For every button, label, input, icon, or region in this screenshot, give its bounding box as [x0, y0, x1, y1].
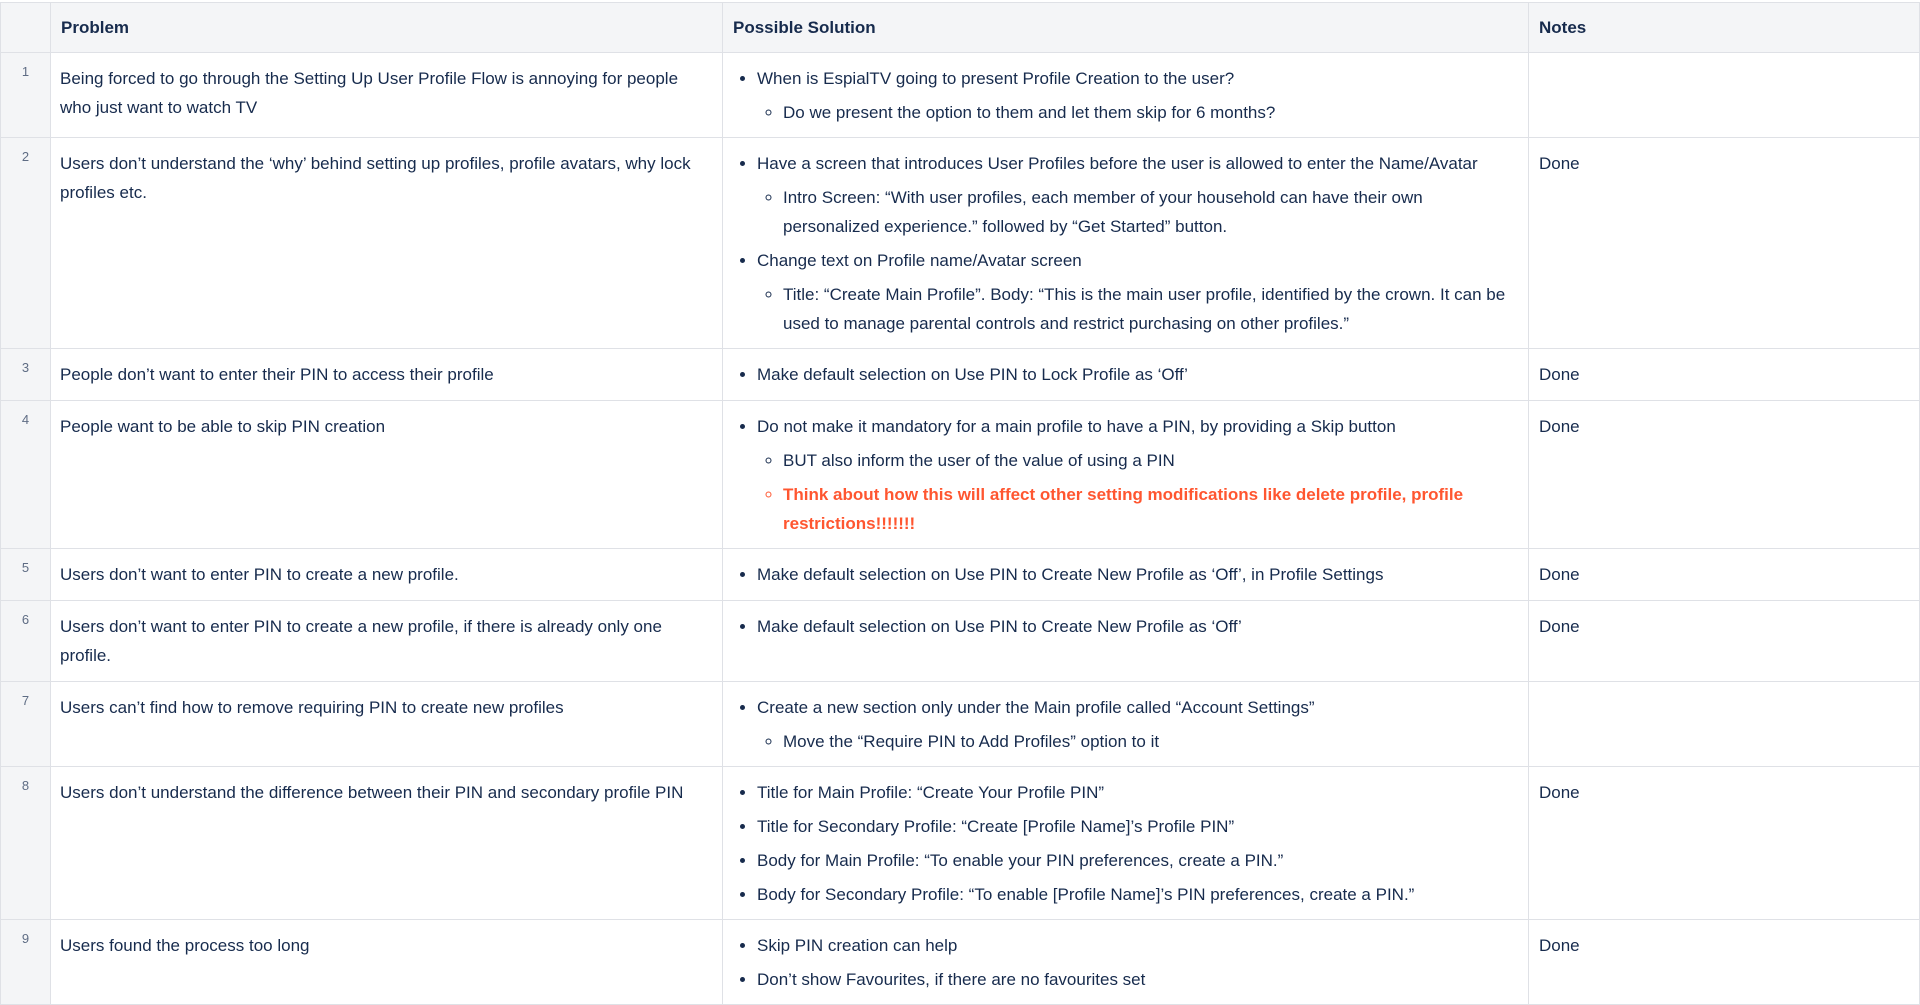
solution-item — [757, 778, 1518, 807]
solution-cell — [723, 138, 1529, 349]
sub-solution-list — [757, 280, 1518, 338]
sub-solution-list — [757, 183, 1518, 241]
table-header — [1, 3, 1920, 53]
solution-text: Body for Main Profile: “To enable your PIN preferences, create a PIN.” — [757, 851, 1284, 870]
row-number: 7 — [1, 682, 51, 767]
notes-cell — [1529, 53, 1920, 138]
solution-cell — [723, 601, 1529, 682]
sub-solution-alert-item: ◦ Think about how this will affect other setting modifications like delete profile, profile restrictions!!!!!!! — [783, 480, 1518, 538]
notes-cell: Done — [1529, 601, 1920, 682]
header-possible-solution: Possible Solution — [723, 3, 1529, 53]
solution-item — [757, 965, 1518, 994]
solution-cell — [723, 767, 1529, 920]
notes-cell: Done — [1529, 767, 1920, 920]
header-notes: Notes — [1529, 3, 1920, 53]
solution-cell — [723, 682, 1529, 767]
solution-list — [733, 693, 1518, 756]
solution-text: Don’t show Favourites, if there are no favourites set — [757, 970, 1146, 989]
header-row — [1, 3, 1920, 53]
sub-solution-item: ◦ Intro Screen: “With user profiles, each member of your household can have their own personalized experience.” followed by “Get Started” button. — [783, 183, 1518, 241]
solution-item — [757, 846, 1518, 875]
notes-cell: Done — [1529, 549, 1920, 601]
header-problem: Problem — [51, 3, 723, 53]
solution-text: Body for Secondary Profile: “To enable [Profile Name]’s PIN preferences, create a PIN.” — [757, 885, 1415, 904]
solution-list — [733, 931, 1518, 994]
solution-text: Title for Main Profile: “Create Your Profile PIN” — [757, 783, 1105, 802]
solution-item — [757, 149, 1518, 241]
solution-list — [733, 412, 1518, 538]
table-row — [1, 53, 1920, 138]
solution-item — [757, 693, 1518, 756]
problem-cell: Users don’t want to enter PIN to create a new profile. — [51, 549, 723, 601]
solution-text: Change text on Profile name/Avatar screen — [757, 251, 1082, 270]
sub-solution-item: ◦ Title: “Create Main Profile”. Body: “This is the main user profile, identified by the crown. It can be used to manage parental controls and restrict purchasing on other profiles.” — [783, 280, 1518, 338]
problem-cell: Users don’t understand the difference between their PIN and secondary profile PIN — [51, 767, 723, 920]
solution-text: Title for Secondary Profile: “Create [Profile Name]’s Profile PIN” — [757, 817, 1235, 836]
table-row — [1, 767, 1920, 920]
problem-cell: Users don’t want to enter PIN to create a new profile, if there is already only one profile. — [51, 601, 723, 682]
table-row — [1, 682, 1920, 767]
notes-cell: Done — [1529, 138, 1920, 349]
solution-text: Make default selection on Use PIN to Create New Profile as ‘Off’ — [757, 617, 1242, 636]
solution-item — [757, 64, 1518, 127]
problem-cell: People don’t want to enter their PIN to access their profile — [51, 349, 723, 401]
solution-item — [757, 412, 1518, 538]
issues-table-container — [0, 2, 1920, 1005]
problem-cell: Users don’t understand the ‘why’ behind setting up profiles, profile avatars, why lock profiles etc. — [51, 138, 723, 349]
table-row — [1, 549, 1920, 601]
solution-text: When is EspialTV going to present Profile Creation to the user? — [757, 69, 1235, 88]
solution-list — [733, 612, 1518, 641]
row-number: 1 — [1, 53, 51, 138]
problem-cell: People want to be able to skip PIN creation — [51, 401, 723, 549]
solution-text: Have a screen that introduces User Profiles before the user is allowed to enter the Name/Avatar — [757, 154, 1478, 173]
solution-text: Do not make it mandatory for a main profile to have a PIN, by providing a Skip button — [757, 417, 1396, 436]
table-row — [1, 401, 1920, 549]
solution-list — [733, 560, 1518, 589]
notes-cell — [1529, 682, 1920, 767]
solution-item — [757, 360, 1518, 389]
row-number: 6 — [1, 601, 51, 682]
notes-cell: Done — [1529, 401, 1920, 549]
solution-item — [757, 812, 1518, 841]
solution-item — [757, 560, 1518, 589]
issues-table — [0, 2, 1920, 1005]
solution-cell — [723, 401, 1529, 549]
solution-text: Make default selection on Use PIN to Create New Profile as ‘Off’, in Profile Settings — [757, 565, 1384, 584]
row-number: 3 — [1, 349, 51, 401]
solution-text: Make default selection on Use PIN to Lock Profile as ‘Off’ — [757, 365, 1188, 384]
row-number: 2 — [1, 138, 51, 349]
sub-solution-list — [757, 446, 1518, 538]
row-number: 9 — [1, 920, 51, 1005]
sub-solution-item: ◦ Do we present the option to them and let them skip for 6 months? — [783, 98, 1518, 127]
solution-cell — [723, 549, 1529, 601]
solution-text: Create a new section only under the Main profile called “Account Settings” — [757, 698, 1315, 717]
table-row — [1, 601, 1920, 682]
solution-text: Skip PIN creation can help — [757, 936, 958, 955]
table-body — [1, 53, 1920, 1005]
solution-item — [757, 246, 1518, 338]
solution-list — [733, 360, 1518, 389]
table-row — [1, 349, 1920, 401]
notes-cell: Done — [1529, 349, 1920, 401]
table-row — [1, 138, 1920, 349]
solution-list — [733, 64, 1518, 127]
solution-list — [733, 778, 1518, 909]
problem-cell: Users can’t find how to remove requiring PIN to create new profiles — [51, 682, 723, 767]
row-number: 4 — [1, 401, 51, 549]
solution-cell — [723, 349, 1529, 401]
problem-cell: Being forced to go through the Setting Up User Profile Flow is annoying for people who just want to watch TV — [51, 53, 723, 138]
sub-solution-item: ◦ BUT also inform the user of the value of using a PIN — [783, 446, 1518, 475]
sub-solution-list — [757, 98, 1518, 127]
sub-solution-list — [757, 727, 1518, 756]
solution-item — [757, 612, 1518, 641]
solution-list — [733, 149, 1518, 338]
problem-cell: Users found the process too long — [51, 920, 723, 1005]
table-row — [1, 920, 1920, 1005]
solution-item — [757, 880, 1518, 909]
header-row-number — [1, 3, 51, 53]
row-number: 5 — [1, 549, 51, 601]
solution-cell — [723, 53, 1529, 138]
sub-solution-item: ◦ Move the “Require PIN to Add Profiles” option to it — [783, 727, 1518, 756]
solution-cell — [723, 920, 1529, 1005]
notes-cell: Done — [1529, 920, 1920, 1005]
row-number: 8 — [1, 767, 51, 920]
solution-item — [757, 931, 1518, 960]
